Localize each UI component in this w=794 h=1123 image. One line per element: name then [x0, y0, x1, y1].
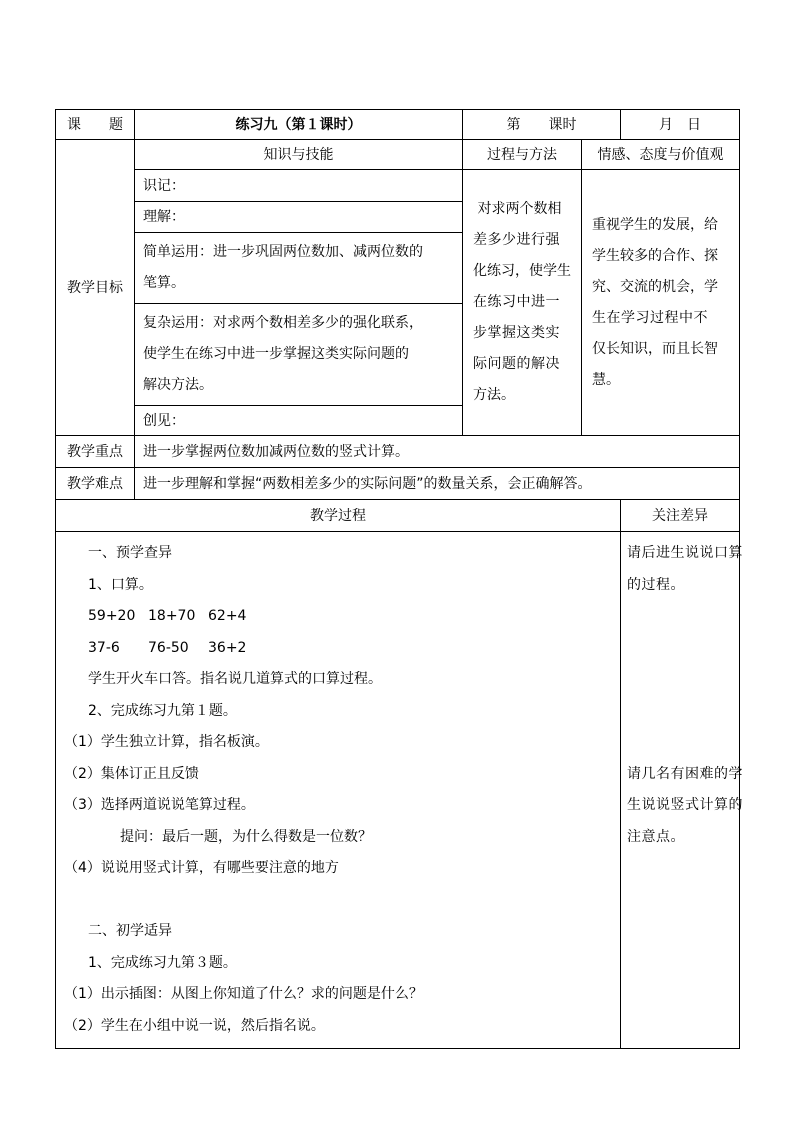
process-method-text [463, 170, 582, 436]
process-line: 步掌握这类实 [473, 325, 560, 341]
knowledge-skill-header: 知识与技能 [135, 140, 463, 170]
emotion-value-text [582, 170, 740, 436]
focus-line: 生说说竖式计算的 [627, 797, 743, 813]
process-text: （4）说说用竖式计算，有哪些要注意的地方 [64, 860, 339, 876]
emotion-line: 究、交流的机会，学 [592, 278, 718, 295]
focus-line: 的过程。 [627, 576, 685, 593]
process-line: 在练习中进一 [473, 294, 560, 310]
lesson-number-label: 第 课时 [463, 110, 621, 140]
calc-item: 36+2 [208, 639, 247, 656]
teaching-process-header: 教学过程 [56, 500, 621, 532]
process-line: 际问题的解决 [473, 356, 560, 372]
oral-calc-row [64, 601, 612, 633]
understand-text: 理解： [135, 202, 463, 233]
date-label: 月 日 [621, 110, 740, 140]
complex-use-line: 解决方法。 [143, 377, 213, 393]
subject-label: 课 题 [56, 110, 135, 140]
process-text: （1）学生独立计算，指名板演。 [64, 734, 269, 750]
process-line: 差多少进行强 [473, 232, 560, 248]
emotion-line: 重视学生的发展，给 [592, 216, 718, 233]
key-point-row [56, 436, 740, 468]
section-heading: 一、预学查异 [88, 545, 172, 561]
process-method-header: 过程与方法 [463, 140, 582, 170]
header-row [56, 110, 740, 140]
step-heading: 1、完成练习九第３题。 [88, 954, 237, 971]
key-point-text: 进一步掌握两位数加减两位数的竖式计算。 [135, 436, 740, 468]
emotion-line: 学生较多的合作、探 [592, 247, 718, 264]
focus-line: 请几名有困难的学 [627, 765, 743, 782]
simple-use-line: 简单运用：进一步巩固两位数加、减两位数的 [143, 244, 423, 260]
question-text: 提问：最后一题，为什么得数是一位数？ [120, 828, 372, 845]
process-text: （2）集体订正且反馈 [64, 765, 199, 782]
complex-use-line: 复杂运用：对求两个数相差多少的强化联系， [143, 315, 423, 331]
calc-item: 18+70 [148, 608, 196, 624]
focus-difference-content [621, 532, 743, 1049]
difficulty-row [56, 468, 740, 500]
focus-difference-header: 关注差异 [621, 500, 740, 532]
process-header-row [56, 500, 740, 532]
section-heading: 二、初学适异 [88, 923, 172, 939]
simple-use-line: 笔算。 [143, 275, 185, 291]
lesson-plan-table [55, 109, 743, 1049]
emotion-line: 仅长知识，而且长智 [592, 340, 718, 357]
teaching-process-content [56, 532, 621, 1049]
create-text: 创见： [135, 406, 463, 436]
process-line: 对求两个数相 [473, 201, 562, 217]
process-text: （1）出示插图：从图上你知道了什么？求的问题是什么？ [64, 986, 423, 1002]
process-text: （3）选择两道说说笔算过程。 [64, 797, 255, 813]
difficulty-text: 进一步理解和掌握“两数相差多少的实际问题”的数量关系，会正确解答。 [135, 468, 740, 500]
step-heading: 2、完成练习九第１题。 [88, 702, 237, 719]
calc-item: 62+4 [208, 608, 247, 624]
simple-use-text [135, 233, 463, 304]
objectives-header-row [56, 140, 740, 170]
process-line: 方法。 [473, 387, 515, 403]
difficulty-label: 教学难点 [56, 468, 135, 500]
memorize-text: 识记： [135, 170, 463, 202]
emotion-value-header: 情感、态度与价值观 [582, 140, 740, 170]
emotion-line: 生在学习过程中不 [592, 309, 708, 326]
process-body-row [56, 532, 740, 1049]
emotion-line: 慧。 [592, 371, 620, 388]
process-text: （2）学生在小组中说一说，然后指名说。 [64, 1017, 325, 1034]
process-line: 化练习，使学生 [473, 263, 571, 279]
objectives-label: 教学目标 [56, 140, 135, 436]
calc-item: 59+20 [88, 608, 136, 624]
oral-calc-row [64, 633, 612, 665]
step-heading: 1、口算。 [88, 576, 153, 593]
memorize-row [56, 170, 740, 202]
key-point-label: 教学重点 [56, 436, 135, 468]
blank-line [64, 885, 612, 917]
focus-line: 请后进生说说口算 [627, 545, 743, 561]
calc-item: 37-6 [88, 639, 120, 656]
lesson-title: 练习九（第１课时） [135, 110, 463, 140]
process-text: 学生开火车口答。指名说几道算式的口算过程。 [88, 671, 382, 687]
complex-use-line: 使学生在练习中进一步掌握这类实际问题的 [143, 346, 409, 362]
focus-line: 注意点。 [627, 828, 685, 845]
calc-item: 76-50 [148, 639, 189, 656]
complex-use-text [135, 304, 463, 406]
